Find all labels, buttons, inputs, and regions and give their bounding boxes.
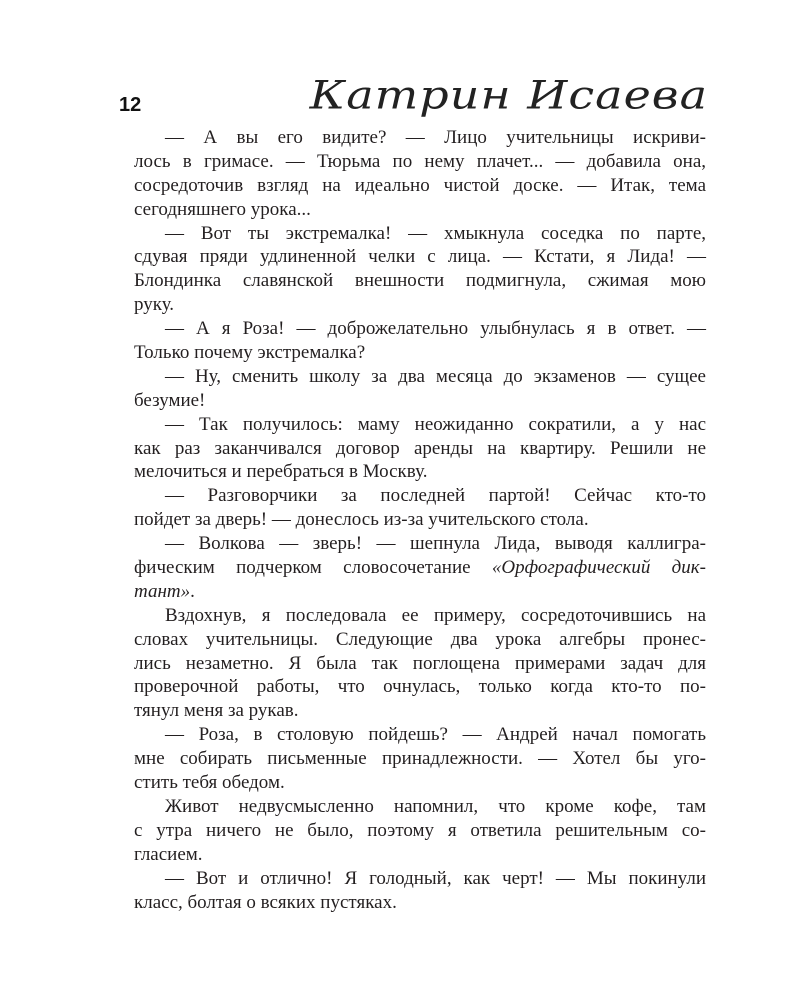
- line-text: сдувая пряди удлиненной челки с лица. — Кстати, я Лида! —: [134, 246, 706, 268]
- italic-text: «Орфографический дик-: [491, 557, 706, 579]
- line-text: словах учительницы. Следующие два урока алгебры пронес-: [134, 628, 706, 650]
- text-line: [134, 245, 706, 269]
- text-line: [134, 891, 706, 915]
- line-text: Вздохнув, я последовала ее примеру, сосредоточившись на: [165, 604, 706, 626]
- text-line: [134, 675, 706, 699]
- text-line: [134, 389, 706, 413]
- line-text: пойдет за дверь! — донеслось из-за учительского стола.: [134, 509, 589, 531]
- line-text: как раз заканчивался договор аренды на квартиру. Решили не: [134, 437, 706, 459]
- line-text: — Так получилось: маму неожиданно сократили, а у нас: [165, 413, 706, 435]
- line-text: тянул меня за рукав.: [134, 700, 299, 722]
- page-number: 12: [119, 94, 142, 116]
- author-signature-header: Катрин Исаева: [309, 72, 708, 118]
- line-text: .: [190, 580, 195, 602]
- line-text: безумие!: [134, 389, 206, 411]
- text-line: [134, 867, 706, 891]
- line-text: лись незаметно. Я была так поглощена примерами задач для: [134, 652, 706, 674]
- text-line: [134, 556, 706, 580]
- text-line: [134, 771, 706, 795]
- line-text: стить тебя обедом.: [134, 772, 285, 794]
- text-line: [134, 413, 706, 437]
- line-text: фическим подчерком словосочетание: [134, 557, 492, 579]
- line-text: Живот недвусмысленно напомнил, что кроме кофе, там: [165, 795, 706, 817]
- text-line: [134, 819, 706, 843]
- text-line: [134, 198, 706, 222]
- line-text: с утра ничего не было, поэтому я ответила решительным со-: [134, 819, 706, 841]
- text-line: [134, 604, 706, 628]
- line-text: — Вот и отлично! Я голодный, как черт! — Мы покинули: [165, 867, 706, 889]
- line-text: мелочиться и перебраться в Москву.: [134, 461, 428, 483]
- line-text: проверочной работы, что очнулась, только когда кто-то по-: [134, 676, 706, 698]
- text-line: [134, 222, 706, 246]
- text-line: [134, 747, 706, 771]
- text-line: [134, 460, 706, 484]
- line-text: — Ну, сменить школу за два месяца до экзаменов — сущее: [165, 365, 706, 387]
- book-body-text: [134, 126, 706, 914]
- line-text: — А я Роза! — доброжелательно улыбнулась я в ответ. —: [165, 318, 706, 340]
- line-text: Блондинка славянской внешности подмигнула, сжимая мою: [134, 270, 706, 292]
- line-text: — Вот ты экстремалка! — хмыкнула соседка по парте,: [165, 222, 706, 244]
- text-line: [134, 269, 706, 293]
- text-line: [134, 126, 706, 150]
- line-text: гласием.: [134, 843, 203, 865]
- text-line: [134, 484, 706, 508]
- line-text: руку.: [134, 294, 175, 316]
- line-text: сосредоточив взгляд на идеально чистой доске. — Итак, тема: [134, 174, 706, 196]
- line-text: мне собирать письменные принадлежности. — Хотел бы уго-: [134, 748, 706, 770]
- line-text: класс, болтая о всяких пустяках.: [134, 891, 397, 913]
- text-line: [134, 843, 706, 867]
- text-line: [134, 437, 706, 461]
- text-line: [134, 150, 706, 174]
- italic-text: тант»: [134, 580, 191, 602]
- text-line: [134, 317, 706, 341]
- line-text: — Роза, в столовую пойдешь? — Андрей начал помогать: [165, 724, 706, 746]
- text-line: [134, 508, 706, 532]
- line-text: — Волкова — зверь! — шепнула Лида, выводя каллигра-: [165, 533, 706, 555]
- line-text: сегодняшнего урока...: [134, 198, 311, 220]
- text-line: [134, 699, 706, 723]
- line-text: лось в гримасе. — Тюрьма по нему плачет... — добавила она,: [134, 150, 706, 172]
- line-text: — Разговорчики за последней партой! Сейчас кто-то: [165, 485, 706, 507]
- text-line: [134, 532, 706, 556]
- text-line: [134, 652, 706, 676]
- line-text: — А вы его видите? — Лицо учительницы искриви-: [165, 127, 706, 148]
- text-line: [134, 723, 706, 747]
- text-line: [134, 341, 706, 365]
- text-line: [134, 293, 706, 317]
- text-line: [134, 628, 706, 652]
- text-line: [134, 580, 706, 604]
- text-line: [134, 174, 706, 198]
- text-line: [134, 365, 706, 389]
- line-text: Только почему экстремалка?: [134, 342, 366, 364]
- text-line: [134, 795, 706, 819]
